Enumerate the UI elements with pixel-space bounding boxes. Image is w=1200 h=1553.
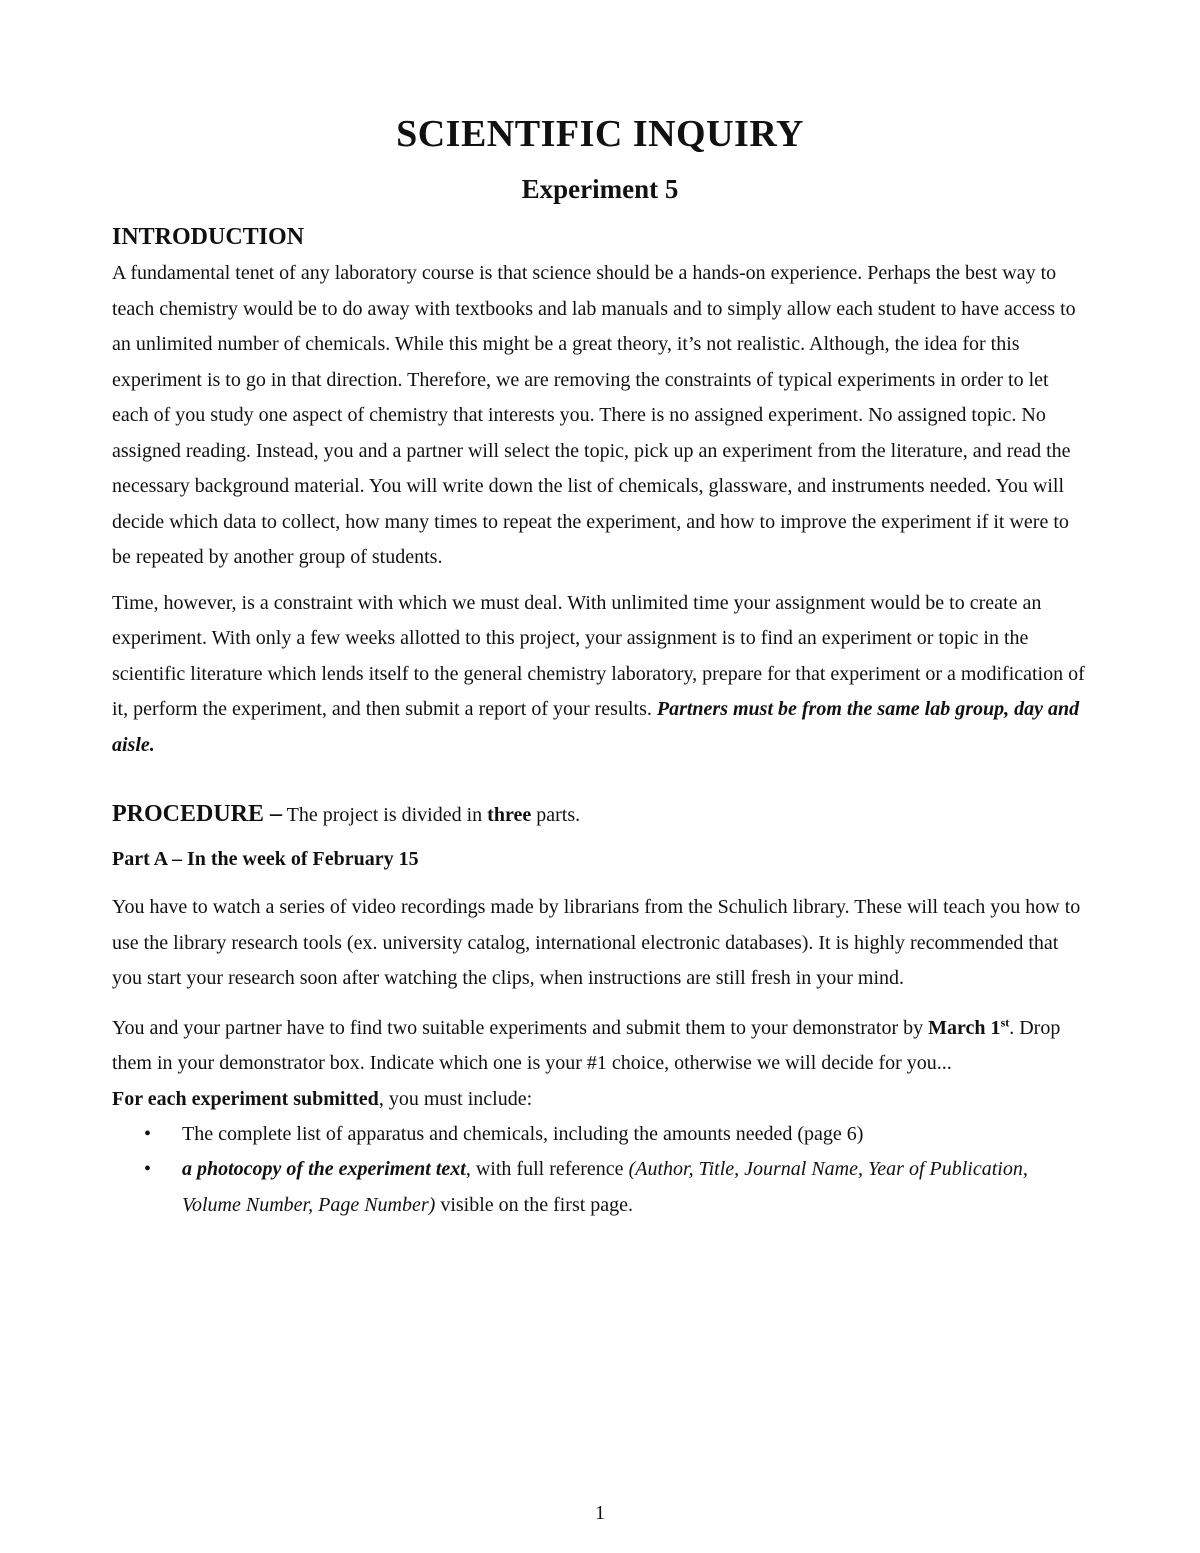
list-item [112,1152,1088,1223]
for-each-rest: , you must include: [378,1087,533,1110]
procedure-lead-bold: three [487,804,532,826]
bullet-icon: • [144,1158,152,1180]
procedure-lead-text: The project is divided in [286,804,483,826]
part-a-paragraph-1: You have to watch a series of video recordings made by librarians from the Schulich library. These will teach you how to use the library research tools (ex. university catalog, international electronic databases). It is highly recommended that you start your research soon after watching the clips, when instructions are still fresh in your mind. [112,896,1081,989]
bullet-icon: • [144,1122,152,1145]
document-page [112,110,1088,1223]
requirement-2-bold-italic: a photocopy of the experiment text [182,1158,466,1180]
deadline-superscript: st [1000,1014,1010,1029]
part-a-paragraph-2-end: . Drop them in your demonstrator box. Indicate which one is your #1 choice, otherwise we will decide for you... [112,1016,1061,1074]
procedure-lead-end: parts. [536,804,581,826]
introduction-heading: INTRODUCTION [112,224,305,250]
requirement-2-end: visible on the first page. [440,1193,634,1216]
experiment-subtitle: Experiment 5 [521,174,679,204]
part-a-heading: Part A – In the week of February 15 [112,848,419,870]
part-a-paragraph-2 [112,1011,1088,1082]
introduction-paragraph-2 [112,586,1088,764]
requirement-2-reference: (Author, Title, Journal Name, Year of Publication, Volume Number, Page Number) [182,1158,1028,1216]
list-item [112,1117,1088,1153]
requirement-2-mid: , with full reference [465,1158,624,1180]
procedure-heading: PROCEDURE – [112,801,283,827]
page-number: 1 [595,1502,605,1524]
introduction-paragraph-2-text: Time, however, is a constraint with which we must deal. With unlimited time your assignment would be to create an experiment. With only a few weeks allotted to this project, your assignment is to find an experiment or topic in the scientific literature which lends itself to the general chemistry laboratory, prepare for that experiment or a modification of it, perform the experiment, and then submit a report of your results. [112,591,1085,720]
part-a-paragraph-2-start: You and your partner have to find two suitable experiments and submit them to your demonstrator by [112,1016,924,1039]
requirements-list [112,1117,1088,1224]
procedure-line [112,797,1088,832]
deadline-date [928,1014,1010,1039]
for-each-line [112,1082,1088,1117]
introduction-paragraph-1: A fundamental tenet of any laboratory course is that science should be a hands-on experience. Perhaps the best way to teach chemistry would be to do away with textbooks and lab manuals and to simply allow each student to have access to an unlimited number of chemicals. While this might be a great theory, it’s not realistic. Although, the idea for this experiment is to go in that direction. Therefore, we are removing the constraints of typical experiments in order to let each of you study one aspect of chemistry that interests you. There is no assigned experiment. No assigned topic. No assigned reading. Instead, you and a partner will select the topic, pick up an experiment from the literature, and read the necessary background material. You will write down the list of chemicals, glassware, and instruments needed. You will decide which data to collect, how many times to repeat the experiment, and how to improve the experiment if it were to be repeated by another group of students. [112,262,1076,568]
partners-requirement: Partners must be from the same lab group, day and aisle. [112,698,1080,756]
for-each-bold: For each experiment submitted [112,1087,379,1110]
deadline-text: March 1 [928,1016,1001,1039]
requirement-1-text: The complete list of apparatus and chemicals, including the amounts needed (page 6) [182,1122,864,1145]
document-title: SCIENTIFIC INQUIRY [396,113,804,155]
